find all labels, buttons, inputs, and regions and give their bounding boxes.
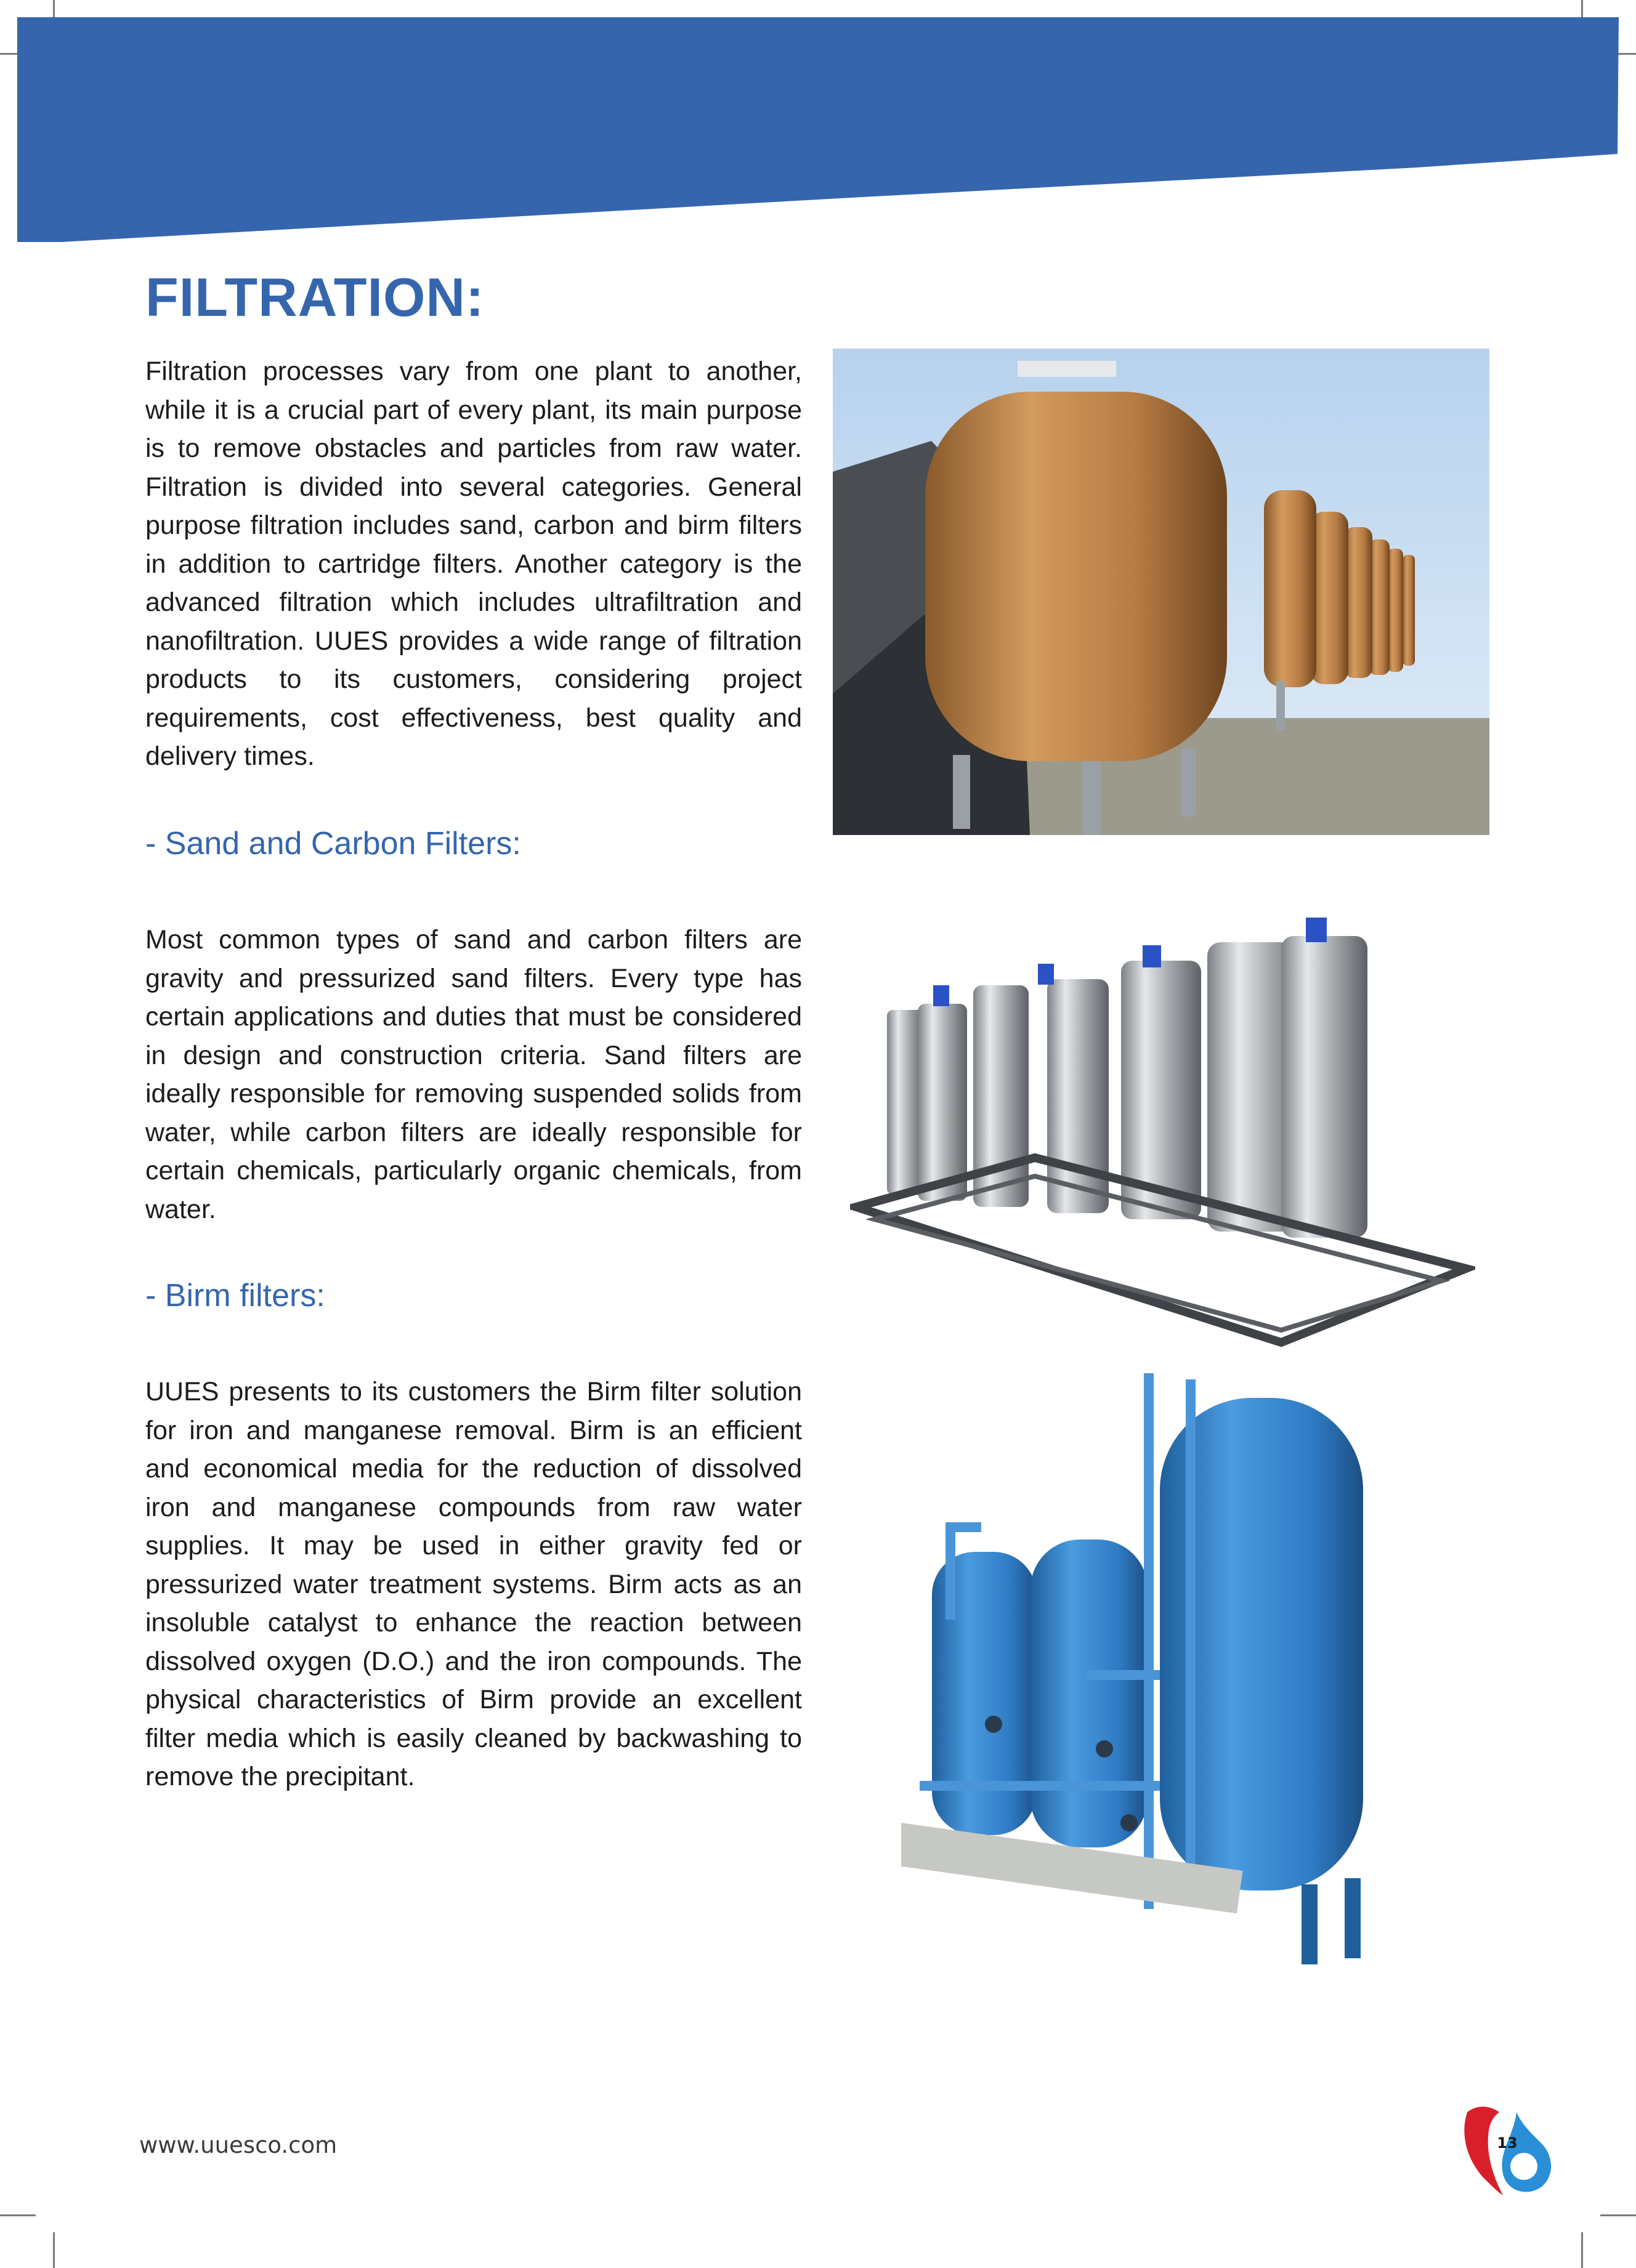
header-banner — [0, 0, 1636, 246]
blue-pressure-filters-photo — [901, 1355, 1412, 1967]
section-heading-birm: - Birm filters: — [145, 1278, 325, 1314]
page-title: FILTRATION: — [145, 267, 485, 328]
footer-website: www.uuesco.com — [139, 2132, 338, 2158]
section-body-birm: UUES presents to its customers the Birm filter solution for iron and manganese removal. Birm is an efficient and economical media for the reduction of dissolved iron and manganese compounds from raw water supplies. It may be used in either gravity fed or pressurized water treatment systems. Birm acts as an insoluble catalyst to enhance the reaction between dissolved oxygen (D.O.) and the iron compounds. The physical characteristics of Birm provide an excellent filter media which is easily cleaned by backwashing to remove the precipitant. — [145, 1377, 802, 1791]
intro-paragraph: Filtration processes vary from one plant to another, while it is a crucial part of every plant, its main purpose is to remove obstacles and particles from raw water. Filtration is divided into several categories. General purpose filtration includes sand, carbon and birm filters in addition to cartridge filters. Another category is the advanced filtration which includes ultrafiltration and nanofiltration. UUES provides a wide range of filtration products to its customers, considering project requirements, cost effectiveness, best quality and delivery times. — [145, 357, 802, 771]
section-body-sand-carbon: Most common types of sand and carbon filters are gravity and pressurized sand filters. Every type has certain applications and duties that must be considered in design and construction criteria. Sand filters are ideally responsible for removing suspended solids from water, while carbon filters are ideally responsible for certain chemicals, particularly organic chemicals, from water. — [145, 925, 802, 1224]
page-number: 13 — [1497, 2134, 1518, 2152]
crop-mark — [0, 2214, 36, 2216]
crop-mark — [53, 2232, 55, 2268]
filter-vessels-photo — [833, 349, 1489, 835]
crop-mark — [1600, 2214, 1636, 2216]
section-heading-sand-carbon: - Sand and Carbon Filters: — [145, 826, 521, 862]
stainless-filters-photo — [850, 911, 1475, 1355]
crop-mark — [1581, 2232, 1583, 2268]
